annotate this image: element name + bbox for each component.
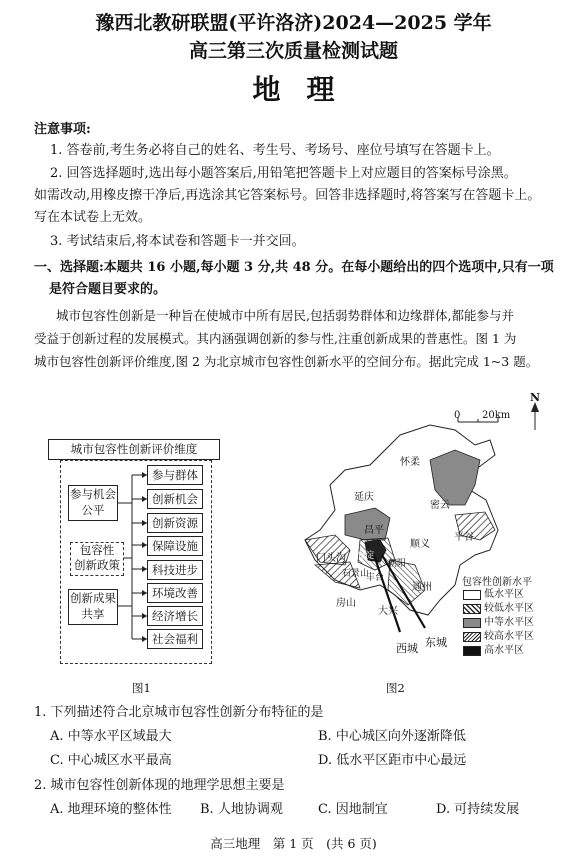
district-tongzhou: 通州: [412, 582, 432, 593]
notes-heading: 注意事项:: [34, 122, 91, 137]
note-item-2-line1: 2. 回答选择题时,选出每小题答案后,用铅笔把答题卡上对应题目的答案标号涂黑。: [50, 166, 517, 181]
district-huairou: 怀柔: [400, 457, 420, 468]
passage-line1: 城市包容性创新是一种旨在使城市中所有居民,包括弱势群体和边缘群体,都能参与并: [56, 308, 514, 323]
district-daxing: 大兴: [378, 606, 398, 617]
legend-swatch-low: [463, 590, 481, 600]
q2-stem: 2. 城市包容性创新体现的地理学思想主要是: [34, 778, 285, 793]
legend-low: 低水平区: [463, 589, 524, 600]
dimension-participation-fairness: 参与机会 公平: [68, 485, 118, 521]
district-dongcheng: 东城: [425, 636, 447, 649]
legend-swatch-medium: [463, 618, 481, 628]
passage-line2: 受益于创新过程的发展模式。其内涵强调创新的参与性,注重创新成果的普惠性。图 1 为: [34, 331, 517, 346]
indicator-innovation-opportunity: 创新机会: [147, 489, 203, 509]
page-footer: 高三地理 第 1 页 (共 6 页): [210, 836, 377, 851]
district-haidian: 海淀: [356, 551, 375, 561]
q2-option-c: C. 因地制宜: [318, 802, 388, 817]
district-chaoyang: 朝阳: [388, 559, 407, 569]
district-shunyi: 顺义: [410, 539, 430, 550]
district-fengtai: 丰台: [366, 573, 385, 583]
indicator-support-facilities: 保障设施: [147, 536, 203, 556]
district-changping: 昌平: [364, 525, 384, 536]
scale-20km: 20km: [482, 410, 511, 421]
legend-medium: 中等水平区: [463, 617, 534, 628]
district-miyun: 密云: [430, 500, 450, 511]
q1-option-d: D. 低水平区距市中心最远: [318, 753, 467, 768]
q2-option-a: A. 地理环境的整体性: [50, 802, 172, 817]
figure1-title: 城市包容性创新评价维度: [48, 439, 220, 460]
subject-title: 地理: [252, 73, 361, 106]
indicator-economic-growth: 经济增长: [147, 606, 203, 626]
q2-option-b: B. 人地协调观: [200, 802, 283, 817]
note-item-2-line2: 如需改动,用橡皮擦干净后,再选涂其它答案标号。回答非选择题时,将答案写在答题卡上。: [34, 188, 541, 203]
legend-swatch-high: [463, 646, 481, 656]
legend-swatch-lower: [463, 604, 481, 614]
exam-title-line1: 豫西北教研联盟(平许洛济)2024—2025 学年: [95, 12, 492, 34]
q1-option-c: C. 中心城区水平最高: [50, 753, 172, 768]
dimension-outcome-sharing: 创新成果 共享: [68, 589, 118, 625]
legend-high: 高水平区: [463, 645, 524, 656]
dimension-inclusive-policy: 包容性 创新政策: [70, 542, 124, 576]
indicator-tech-progress: 科技进步: [147, 560, 203, 580]
north-label: N: [530, 391, 541, 404]
district-shijingshan: 石景山: [342, 569, 370, 579]
q1-stem: 1. 下列描述符合北京城市包容性创新分布特征的是: [34, 705, 324, 720]
figure2-caption: 图2: [386, 681, 405, 695]
indicator-participating-groups: 参与群体: [147, 465, 203, 485]
legend-lower: 较低水平区: [463, 603, 534, 614]
figure1-caption: 图1: [132, 681, 151, 695]
indicator-social-welfare: 社会福利: [147, 629, 203, 649]
district-xicheng: 西城: [396, 642, 418, 655]
section-heading-line1: 一、选择题:本题共 16 小题,每小题 3 分,共 48 分。在每小题给出的四个选项中,只有一项: [34, 260, 554, 275]
passage-line3: 城市包容性创新评价维度,图 2 为北京城市包容性创新水平的空间分布。据此完成 1~3 题。: [34, 354, 539, 369]
note-item-1: 1. 答卷前,考生务必将自己的姓名、考生号、考场号、座位号填写在答题卡上。: [50, 143, 500, 158]
indicator-environment: 环境改善: [147, 583, 203, 603]
legend-title: 包容性创新水平: [462, 577, 532, 588]
district-yanqing: 延庆: [354, 492, 374, 503]
legend-higher: 较高水平区: [463, 631, 534, 642]
q1-option-b: B. 中心城区向外逐渐降低: [318, 729, 466, 744]
district-fangshan: 房山: [336, 598, 356, 609]
note-item-2-line3: 写在本试卷上无效。: [34, 210, 152, 225]
q2-option-d: D. 可持续发展: [436, 802, 520, 817]
indicator-innovation-resources: 创新资源: [147, 513, 203, 533]
section-heading-line2: 是符合题目要求的。: [49, 282, 167, 297]
legend-swatch-higher: [463, 632, 481, 642]
scale-zero: 0: [454, 410, 461, 421]
note-item-3: 3. 考试结束后,将本试卷和答题卡一并交回。: [50, 234, 305, 249]
district-mentougou: 门头沟: [316, 553, 346, 564]
q1-option-a: A. 中等水平区域最大: [50, 729, 172, 744]
district-pinggu: 平谷: [454, 532, 474, 543]
exam-title-line2: 高三第三次质量检测试题: [188, 40, 398, 62]
